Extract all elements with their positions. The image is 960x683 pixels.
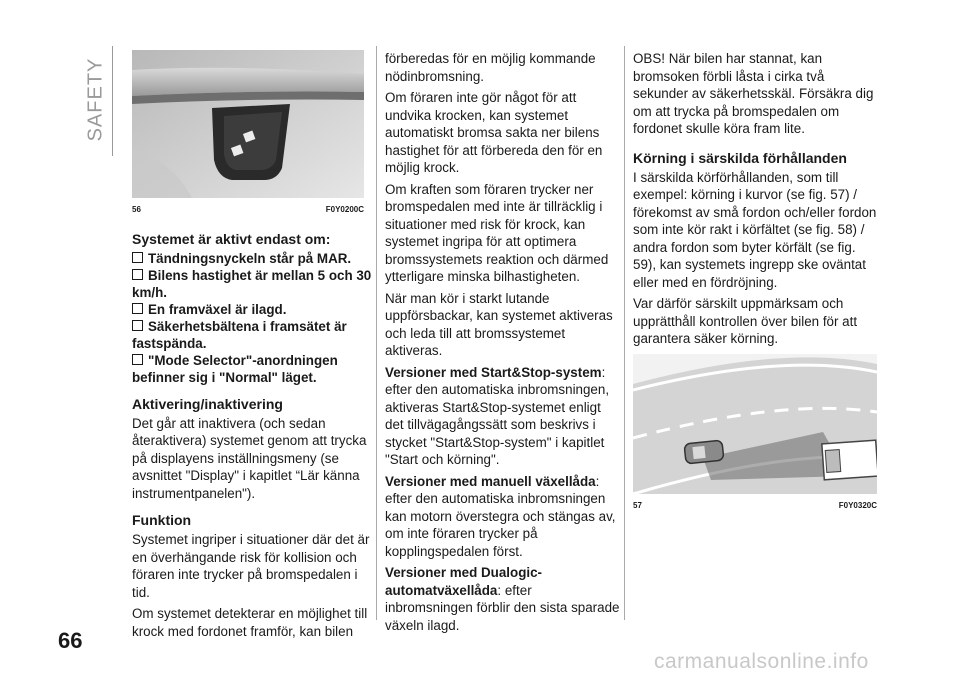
checkbox-icon (132, 269, 143, 280)
condition-text: "Mode Selector"-anordningen befinner sig i "Normal" läget. (132, 352, 338, 385)
note-paragraph: OBS! När bilen har stannat, kan bromsoken förbli låsta i cirka två sekunder av säkerhetsskäl. Försäkra dig om att trycka på bromspedalen om fordonet skulle köra fram lite. (633, 51, 874, 136)
col2-paragraph-3: Om kraften som föraren trycker ner bromspedalen med inte är tillräcklig i situationer med risk för krock, kan systemet ingripa för att optimera bromssystemets reaktion och därmed ytterligare minska bilhastigheten. (385, 181, 609, 284)
condition-item (132, 301, 376, 318)
figure-57 (633, 354, 877, 494)
condition-item (132, 267, 376, 301)
version-dualogic-text: efter inbromsningen förblir den sista sparade växeln ilagd. (385, 582, 620, 633)
function-text-1: Systemet ingriper i situationer där det är en överhängande risk för kollision och föraren inte trycker på bromspedalen i tid. (132, 532, 370, 600)
activation-heading: Aktivering/inaktivering (132, 395, 283, 412)
windshield-sensor-illustration (132, 50, 364, 198)
version-start-stop (385, 364, 623, 469)
function-text-2: Om systemet detekterar en möjlighet till krock med fordonet framför, kan bilen (132, 606, 368, 639)
condition-item (132, 352, 376, 386)
condition-text: Säkerhetsbältena i framsätet är fastspända. (132, 318, 347, 351)
checkbox-icon (132, 354, 143, 365)
version-start-stop-title: Versioner med Start&Stop-system (385, 364, 602, 380)
page-number: 66 (58, 628, 83, 653)
column-3 (633, 50, 877, 514)
colon: : (497, 582, 502, 598)
column-1 (132, 50, 376, 644)
colon: : (601, 364, 606, 380)
special-conditions-heading: Körning i särskilda förhållanden (633, 149, 847, 166)
special-conditions-text: I särskilda körförhållanden, som till exempel: körning i kurvor (se fig. 57) / förekomst av små fordon och/eller fordon som inte kör rakt i körfältet (se fig. 58) / andra fordon som byter körfält (se fig. 59), kan systemets ingrepp ske oväntat eller med en fördröjning. (633, 169, 877, 290)
checkbox-icon (132, 252, 143, 263)
conditions-heading: Systemet är aktivt endast om: (132, 230, 331, 247)
column-divider (624, 46, 625, 620)
section-tab-label: SAFETY (84, 57, 107, 142)
checkbox-icon (132, 303, 143, 314)
figure-56-caption (132, 201, 364, 219)
colon: : (595, 473, 600, 489)
condition-item (132, 250, 376, 267)
version-dualogic-title: Versioner med Dualogic-automatväxellåda (385, 565, 543, 598)
condition-text: En framväxel är ilagd. (148, 301, 287, 317)
condition-text: Tändningsnyckeln står på MAR. (148, 250, 352, 266)
condition-text: Bilens hastighet är mellan 5 och 30 km/h. (132, 267, 372, 300)
figure-56-code: F0Y0200C (325, 205, 364, 214)
curve-driving-illustration (633, 354, 877, 494)
checkbox-icon (132, 320, 143, 331)
section-tab (86, 50, 108, 150)
watermark: carmanualsonline.info (654, 650, 869, 673)
version-dualogic (385, 564, 623, 634)
figure-56 (132, 50, 364, 198)
function-heading: Funktion (132, 512, 192, 528)
column-2 (385, 50, 623, 638)
col2-paragraph-4: När man kör i starkt lutande uppförsbackar, kan systemet aktiveras och leda till att bromssystemet aktiveras. (385, 290, 613, 358)
figure-57-number: 57 (633, 500, 642, 510)
version-manual-title: Versioner med manuell växellåda (385, 473, 596, 489)
col2-paragraph-1: förberedas för en möjlig kommande nödinbromsning. (385, 51, 596, 84)
condition-item (132, 318, 376, 352)
figure-56-number: 56 (132, 205, 141, 214)
section-tab-divider (112, 46, 113, 156)
figure-57-code: F0Y0320C (838, 500, 877, 510)
activation-text: Det går att inaktivera (och sedan återaktivera) systemet genom att trycka på displayens inställningsmeny (se avsnittet "Display" i kapitlet “Lär känna instrumentpanelen"). (132, 415, 367, 501)
version-manual (385, 473, 623, 561)
figure-57-caption (633, 497, 877, 515)
special-conditions-advice: Var därför särskilt uppmärksam och upprätthåll kontrollen över bilen för att garantera säker körning. (633, 296, 858, 346)
version-start-stop-text: efter den automatiska inbromsningen, aktiveras Start&Stop-systemet enligt det tillvägagångssätt som beskrivs i stycket "Start&Stop-system" i kapitlet "Start och körning". (385, 382, 610, 467)
column-divider (376, 46, 377, 620)
col2-paragraph-2: Om föraren inte gör något för att undvika krocken, kan systemet automatiskt bromsa sakta ner bilens hastighet för att förbereda den för en möjlig krock. (385, 90, 603, 175)
version-manual-text: efter den automatiska inbromsningen kan motorn överstegra och stängas av, om inte föraren trycker på kopplingspedalen först. (385, 491, 616, 559)
